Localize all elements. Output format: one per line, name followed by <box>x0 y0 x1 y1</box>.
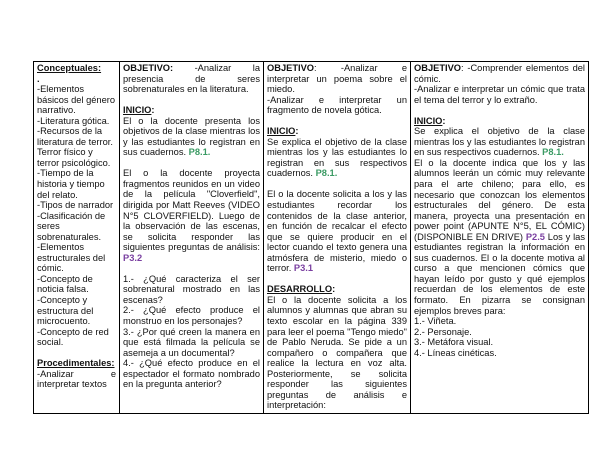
list-item: -Recursos de la literatura de terror. Terror físico y terror psicológico. <box>37 126 113 168</box>
list-item: -Literatura gótica. <box>37 115 110 126</box>
concepts-list <box>37 84 116 348</box>
objetivo-paragraph <box>123 63 260 95</box>
objetivo-label: OBJETIVO <box>414 63 462 73</box>
list-item: 1.- Viñeta. <box>414 316 457 327</box>
session-2-cell <box>264 62 411 414</box>
list-item: -Concepto y estructura del microcuento. <box>37 295 94 327</box>
p8-1-tag: P8.1. <box>542 147 564 158</box>
list-item: 2.- Personaje. <box>414 326 472 337</box>
list-item: -Concepto de red social. <box>37 326 109 348</box>
objetivo-label: OBJETIVO <box>267 63 315 73</box>
procedimental-item: -Analizar e interpretar textos <box>37 368 116 390</box>
inicio-paragraph: Se explica el objetivo de la clase mientras los y las estudiantes lo registran en sus respectivos cuadernos. P8.1. <box>267 136 407 179</box>
session-3-cell <box>411 62 589 414</box>
objetivo-text: : -Comprender elementos del cómic. <box>414 63 585 84</box>
comic-paragraph: El o la docente indica que los y las alumnos leerán un cómic muy relevante para el arte chileno; para ello, es necesario que conozcan los elementos estructurales del género. De esta manera, proyecta una presentación en power point (APUNTE N°5, EL CÓMIC) (DISPONIBLE EN DRIVE) P2.5 Los y las estudiantes registran la información en sus cuadernos. El o la docente motiva al curso a que mencionen cómics que hayan leído por gusto y qué ejemplos recuerdan de los elementos de este formato. En pizarra se consignan ejemplos breves para: <box>414 157 585 316</box>
inicio-heading: INICIO: <box>414 115 446 126</box>
objetivo-text-2: -Analizar e interpretar un fragmento de novela gótica. <box>267 94 407 116</box>
conceptuales-heading: Conceptuales: <box>37 63 102 73</box>
list-item: -Clasificación de seres sobrenaturales. <box>37 210 106 242</box>
list-item: -Concepto de noticia falsa. <box>37 273 93 295</box>
objetivo-paragraph <box>267 63 407 95</box>
comic-elements-list <box>414 316 585 358</box>
question-2: 2.- ¿Qué efecto produce el monstruo en los personajes? <box>123 305 260 326</box>
list-item: -Tiempo de la historia y tiempo del relato. <box>37 168 105 200</box>
list-item: 3.- Metáfora visual. <box>414 337 494 348</box>
objetivo-paragraph <box>414 63 585 84</box>
question-1: 1.- ¿Qué caracteriza el ser sobrenatural mostrado en las escenas? <box>123 273 260 305</box>
desarrollo-paragraph: El o la docente solicita a los alumnos y alumnas que abran su texto escolar en la página 339 para leer el poema "Tengo miedo" de Pablo Neruda. Se pide a un compañero o compañera que realice la lectura en voz alta. Posteriormente, se solicita responder las siguientes preguntas de análisis e interpretación: <box>267 294 407 411</box>
p2-5-tag: P2.5 <box>525 231 545 242</box>
objetivo-label: OBJETIVO: <box>123 63 174 73</box>
p3-2-tag: P3.2 <box>123 252 143 263</box>
objetivo-text: : -Analizar e interpretar un poema sobre el miedo. <box>267 63 407 95</box>
question-3: 3.- ¿Por qué creen la manera en que está filmada la película se asemeja a un documental? <box>123 326 260 358</box>
recall-paragraph: El o la docente solicita a los y las estudiantes recordar los contenidos de la clase anterior, en función de recalcar el efecto que se quiere producir en el lector cuando el texto genera una atmósfera de misterio, miedo o terror. P3.1 <box>267 189 407 274</box>
objetivo-text: -Analizar la presencia de seres sobrenaturales en la literatura. <box>123 63 260 95</box>
lesson-plan-table <box>33 61 589 414</box>
p8-1-tag: P8.1. <box>315 168 338 179</box>
p3-1-tag: P3.1 <box>293 263 313 274</box>
question-4: 4.- ¿Qué efecto produce en el espectador el formato nombrado en la pregunta anterior? <box>123 358 260 390</box>
objetivo-text-2: -Analizar e interpretar un cómic que trata el tema del terror y lo extraño. <box>414 84 585 105</box>
list-item: -Tipos de narrador <box>37 200 114 211</box>
list-item: 4.- Líneas cinéticas. <box>414 347 497 358</box>
table-row <box>34 62 589 414</box>
inicio-heading: INICIO: <box>123 105 155 116</box>
p8-1-tag: P8.1. <box>188 147 211 158</box>
session-1-cell <box>120 62 264 414</box>
inicio-paragraph: Se explica el objetivo de la clase mientras los y las estudiantes lo registran en sus respectivos cuadernos. P8.1. <box>414 126 585 158</box>
procedimentales-heading: Procedimentales: <box>37 358 115 369</box>
list-item: -Elementos estructurales del cómic. <box>37 242 106 274</box>
inicio-heading: INICIO: <box>267 126 299 137</box>
concepts-cell <box>34 62 120 414</box>
video-paragraph: El o la docente proyecta fragmentos reunidos en un video de la película "Cloverfield", dirigida por Matt Reeves (VIDEO N°5 CLOVERFIELD). Luego de la observación de las escenas, se solicita responder las siguientes preguntas de análisis: P3.2 <box>123 168 260 263</box>
list-item: -Elementos básicos del género narrativo. <box>37 84 116 116</box>
desarrollo-heading: DESARROLLO: <box>267 284 336 295</box>
inicio-paragraph: El o la docente presenta los objetivos de la clase mientras los y las estudiantes lo registran en sus cuadernos. P8.1. <box>123 115 260 158</box>
bullet-mark: . <box>37 73 40 84</box>
